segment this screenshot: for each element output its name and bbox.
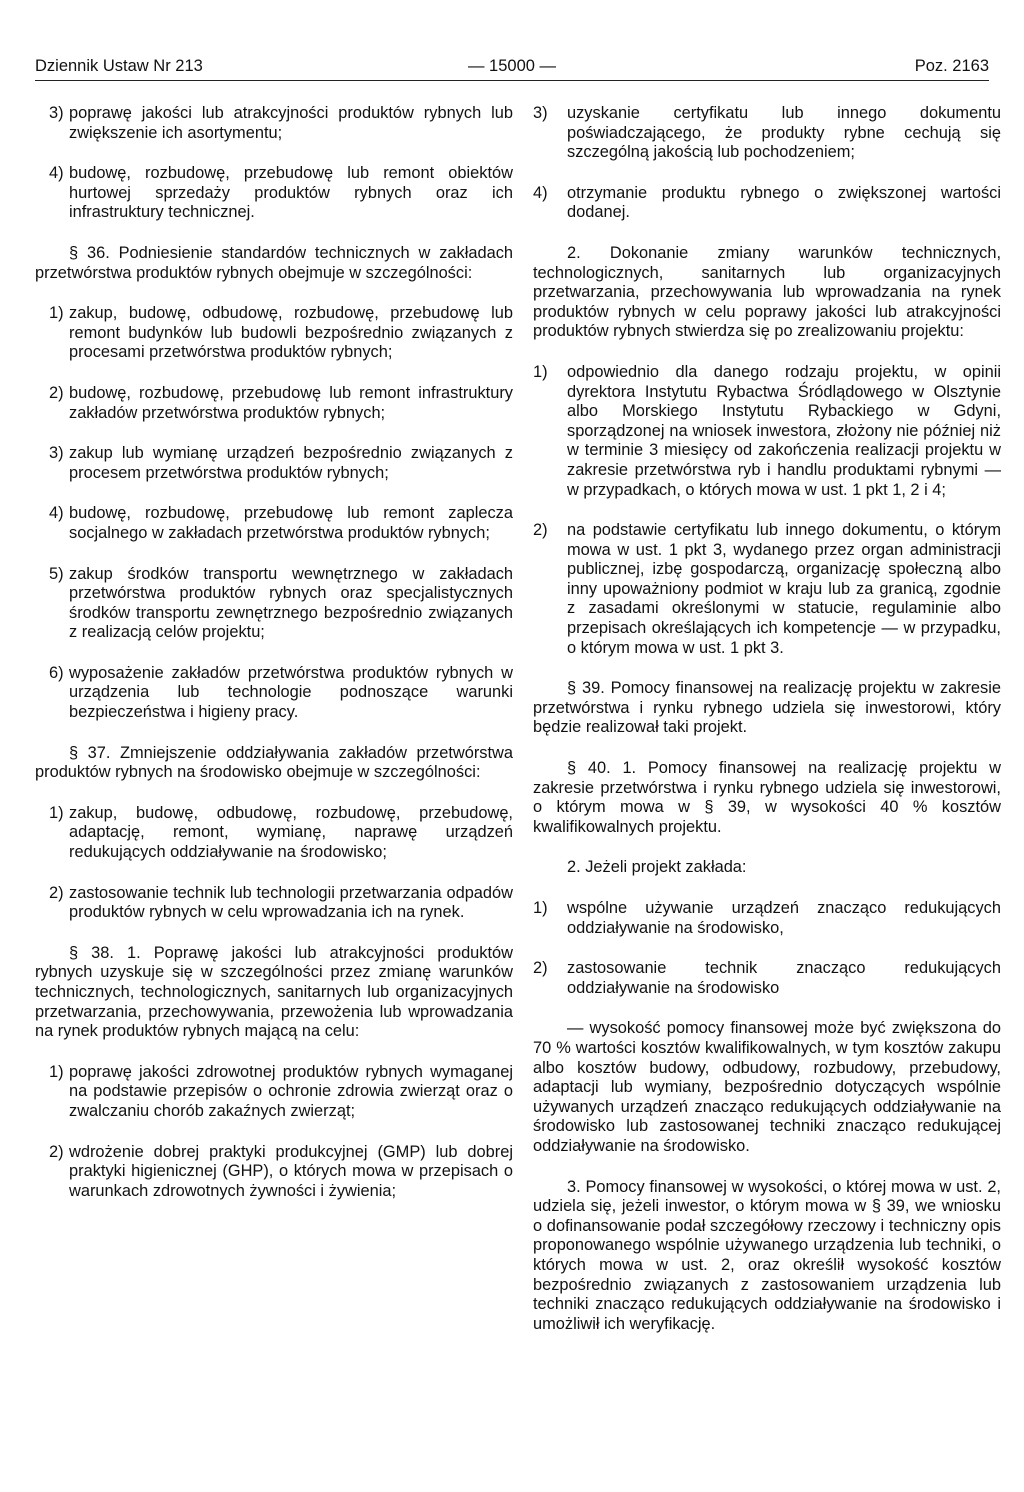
item-text: zastosowanie technik lub technologii przetwarzania odpadów produktów rybnych w celu wprowadzania ich na rynek. (69, 883, 513, 922)
list-item (35, 104, 513, 143)
item-text: poprawę jakości lub atrakcyjności produktów rybnych lub zwiększenie ich asortymentu; (69, 104, 513, 142)
item-number: 4) (49, 504, 64, 523)
item-text: uzyskanie certyfikatu lub innego dokumentu poświadczającego, że produkty rybne cechują się szczególną jakością lub pochodzeniem; (567, 104, 1001, 162)
list-item (35, 804, 513, 863)
item-text: budowę, rozbudowę, przebudowę lub remont zaplecza socjalnego w zakładach przetwórstwa produktów rybnych; (69, 504, 513, 542)
list-item (35, 884, 513, 923)
item-number: 4) (49, 164, 64, 183)
item-number: 3) (533, 104, 548, 122)
item-text: otrzymanie produktu rybnego o zwiększonej wartości dodanej. (567, 183, 1001, 222)
position-number: Poz. 2163 (914, 57, 989, 75)
item-number: 4) (533, 183, 548, 202)
item-number: 6) (49, 663, 64, 682)
item-number: 2) (49, 383, 64, 402)
item-text: na podstawie certyfikatu lub innego dokumentu, o którym mowa w ust. 1 pkt 3, wydanego przez organ administracji publicznej, izbę gospodarczą, organizację społeczną albo inny upoważniony podmiot w kraju lub za granicą, zgodnie z zasadami określonymi w statucie, regulaminie albo przepisach określających ich kompetencje — w przypadku, o którym mowa w ust. 1 pkt 3. (567, 521, 1001, 657)
list-item (35, 664, 513, 723)
paragraph-s40-3: 3. Pomocy finansowej w wysokości, o której mowa w ust. 2, udziela się, jeżeli inwestor, o którym mowa w § 39, we wniosku o dofinansowanie podał szczegółowy rzeczowy i techniczny opis proponowanego wspólnie używanego urządzenia lub techniki, o których mowa w ust. 2, oraz określił wysokość kosztów bezpośrednio związanych z zastosowaniem urządzenia lub techniki znacząco redukujących oddziaływanie na środowisko i umożliwił ich weryfikację. (533, 1177, 1001, 1333)
item-text: zakup, budowę, odbudowę, rozbudowę, przebudowę, adaptację, remont, wymianę, naprawę urządzeń redukujących oddziaływanie na środowisko; (69, 803, 513, 862)
item-text: zakup, budowę, odbudowę, rozbudowę, przebudowę lub remont budynków lub budowli bezpośrednio związanych z procesami przetwórstwa produktów rybnych; (69, 304, 513, 362)
item-number: 1) (533, 899, 548, 917)
paragraph-dash: — wysokość pomocy finansowej może być zwiększona do 70 % wartości kosztów kwalifikowalnych, w tym kosztów zakupu albo kosztów budowy, odbudowy, rozbudowy, przebudowy, adaptacji lub wymiany, bezpośrednio dotyczących wspólnie używanych urządzeń znacząco redukujących oddziaływanie na środowisko lub zastosowanej techniki znacząco redukującej oddziaływanie na środowisko. (533, 1019, 1001, 1155)
list-item (35, 504, 513, 543)
item-text: budowę, rozbudowę, przebudowę lub remont infrastruktury zakładów przetwórstwa produktów rybnych; (69, 383, 513, 422)
item-text: budowę, rozbudowę, przebudowę lub remont obiektów hurtowej sprzedaży produktów rybnych oraz ich infrastruktury technicznej. (69, 164, 513, 222)
list-item (533, 959, 1001, 998)
item-text: zakup lub wymianę urządzeń bezpośrednio związanych z procesem przetwórstwa produktów rybnych; (69, 444, 513, 482)
item-text: odpowiednio dla danego rodzaju projektu, w opinii dyrektora Instytutu Rybactwa Śródlądowego w Olsztynie albo Morskiego Instytutu Rybackiego w Gdyni, sporządzonej na wniosek inwestora, złożony nie później niż w terminie 3 miesięcy od zakończenia realizacji projektu w zakresie przetwórstwa ryb i handlu produktami rybnymi — w przypadkach, o których mowa w ust. 1 pkt 1, 2 i 4; (567, 362, 1001, 499)
item-text: wspólne używanie urządzeń znacząco redukujących oddziaływanie na środowisko, (567, 899, 1001, 937)
item-number: 2) (49, 883, 64, 902)
list-item (35, 1143, 513, 1202)
right-column (533, 104, 1001, 1355)
list-item (35, 164, 513, 223)
item-number: 3) (49, 444, 64, 463)
paragraph-s38-2: 2. Dokonanie zmiany warunków technicznych, technologicznych, sanitarnych lub organizacyjnych przetwarzania, przechowywania lub wprowadzania na rynek produktów rybnych w celu poprawy jakości lub atrakcyjności produktów rybnych stwierdza się po zrealizowaniu projektu: (533, 243, 1001, 341)
paragraph-s39: § 39. Pomocy finansowej na realizację projektu w zakresie przetwórstwa i rynku rybnego udziela się inwestorowi, który będzie realizował taki projekt. (533, 679, 1001, 737)
item-number: 1) (49, 304, 64, 323)
paragraph-s40-2: 2. Jeżeli projekt zakłada: (567, 858, 747, 877)
list-item (35, 1063, 513, 1122)
item-text: poprawę jakości zdrowotnej produktów rybnych wymaganej na podstawie przepisów o ochronie zdrowia zwierząt oraz o zwalczaniu chorób zakaźnych zwierząt; (69, 1062, 513, 1120)
list-item (35, 444, 513, 483)
item-number: 1) (49, 1062, 64, 1081)
item-number: 2) (49, 1142, 64, 1161)
list-item (35, 304, 513, 363)
item-text: wyposażenie zakładów przetwórstwa produktów rybnych w urządzenia lub technologie podnoszące warunki bezpieczeństwa i higieny pracy. (69, 663, 513, 722)
list-item (533, 363, 1001, 500)
item-text: zastosowanie technik znacząco redukujących oddziaływanie na środowisko (567, 959, 1001, 997)
list-item (533, 104, 1001, 163)
list-item (35, 384, 513, 423)
item-number: 3) (49, 104, 64, 122)
list-item (533, 184, 1001, 223)
paragraph-s38: § 38. 1. Poprawę jakości lub atrakcyjności produktów rybnych uzyskuje się w szczególności przez zmianę warunków technicznych, technologicznych, sanitarnych lub organizacyjnych przetwarzania, przechowywania, przewożenia lub wprowadzania na rynek produktów rybnych mającą na celu: (35, 943, 513, 1041)
list-item (533, 521, 1001, 658)
item-text: wdrożenie dobrej praktyki produkcyjnej (GMP) lub dobrej praktyki higienicznej (GHP), o których mowa w przepisach o warunkach zdrowotnych żywności i żywienia; (69, 1142, 513, 1200)
journal-title: Dziennik Ustaw Nr 213 (35, 57, 203, 75)
list-item (533, 899, 1001, 938)
list-item (35, 565, 513, 643)
paragraph-s36: § 36. Podniesienie standardów technicznych w zakładach przetwórstwa produktów rybnych obejmuje w szczególności: (35, 243, 513, 282)
left-column (35, 104, 513, 1222)
paragraph-s37: § 37. Zmniejszenie oddziaływania zakładów przetwórstwa produktów rybnych na środowisko obejmuje w szczególności: (35, 743, 513, 782)
item-number: 2) (533, 959, 548, 978)
item-number: 1) (49, 803, 64, 822)
header-rule (35, 80, 989, 81)
item-number: 1) (533, 362, 548, 381)
page-number: — 15000 — (467, 57, 557, 75)
item-text: zakup środków transportu wewnętrznego w zakładach przetwórstwa produktów rybnych oraz specjalistycznych środków transportu zewnętrznego bezpośrednio związanych z realizacją celów projektu; (69, 564, 513, 642)
item-number: 5) (49, 564, 64, 583)
item-number: 2) (533, 521, 548, 540)
paragraph-s40-1: § 40. 1. Pomocy finansowej na realizację projektu w zakresie przetwórstwa i rynku rybnego udziela się inwestorowi, o którym mowa w § 39, w wysokości 40 % kosztów kwalifikowalnych projektu. (533, 759, 1001, 836)
